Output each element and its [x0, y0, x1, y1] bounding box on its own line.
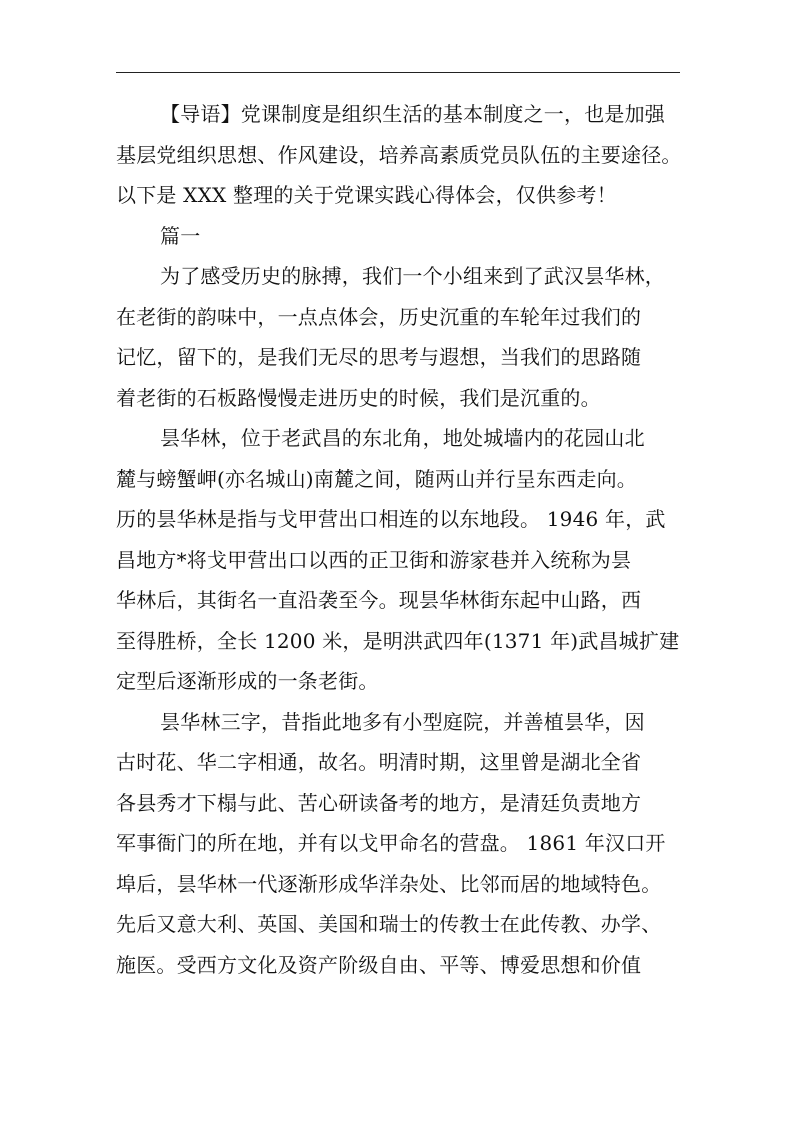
paragraph-line: 军事衙门的所在地，并有以戈甲命名的营盘。 1861 年汉口开: [116, 831, 666, 855]
paragraph-line: 昌地方*将戈甲营出口以西的正卫街和游家巷并入统称为昙: [116, 547, 632, 572]
paragraph-line: 定型后逐渐形成的一条老街。: [116, 669, 379, 693]
section-heading: 篇一: [160, 223, 201, 248]
paragraph-line: 昙华林，位于老武昌的东北角，地处城墙内的花园山北: [160, 426, 645, 450]
paragraph-line: 古时花、华二字相通，故名。明清时期，这里曾是湖北全省: [116, 750, 642, 774]
paragraph-line: 着老街的石板路慢慢走进历史的时候，我们是沉重的。: [116, 385, 601, 410]
paragraph-line: 记忆，留下的，是我们无尽的思考与遐想，当我们的思路随: [116, 345, 642, 369]
header-rule: [116, 72, 680, 73]
paragraph-line: 华林后，其街名一直沿袭至今。现昙华林街东起中山路，西: [116, 588, 642, 612]
paragraph-line: 昙华林三字，昔指此地多有小型庭院，并善植昙华，因: [160, 709, 645, 734]
paragraph-line: 各县秀才下榻与此、苦心研读备考的地方，是清廷负责地方: [116, 790, 642, 815]
paragraph-line: 先后又意大利、英国、美国和瑞士的传教士在此传教、办学、: [116, 912, 662, 936]
intro-line: 基层党组织思想、作风建设，培养高素质党员队伍的主要途径。: [116, 142, 682, 167]
intro-line: 以下是 XXX 整理的关于党课实践心得体会，仅供参考！: [116, 183, 617, 207]
paragraph-line: 施医。受西方文化及资产阶级自由、平等、博爱思想和价值: [116, 952, 642, 977]
paragraph-line: 为了感受历史的脉搏，我们一个小组来到了武汉昙华林，: [160, 264, 665, 288]
document-body: [116, 94, 686, 985]
paragraph-line: 在老街的韵味中，一点点体会，历史沉重的车轮年过我们的: [116, 304, 642, 329]
intro-line: 【导语】党课制度是组织生活的基本制度之一，也是加强: [160, 102, 665, 126]
paragraph-line: 埠后，昙华林一代逐渐形成华洋杂处、比邻而居的地域特色。: [116, 871, 662, 896]
paragraph-line: 历的昙华林是指与戈甲营出口相连的以东地段。 1946 年，武: [116, 507, 666, 531]
paragraph-line: 至得胜桥，全长 1200 米，是明洪武四年(1371 年)武昌城扩建: [116, 628, 680, 653]
paragraph-line: 麓与螃蟹岬(亦名城山)南麓之间，随两山并行呈东西走向。: [116, 466, 638, 491]
